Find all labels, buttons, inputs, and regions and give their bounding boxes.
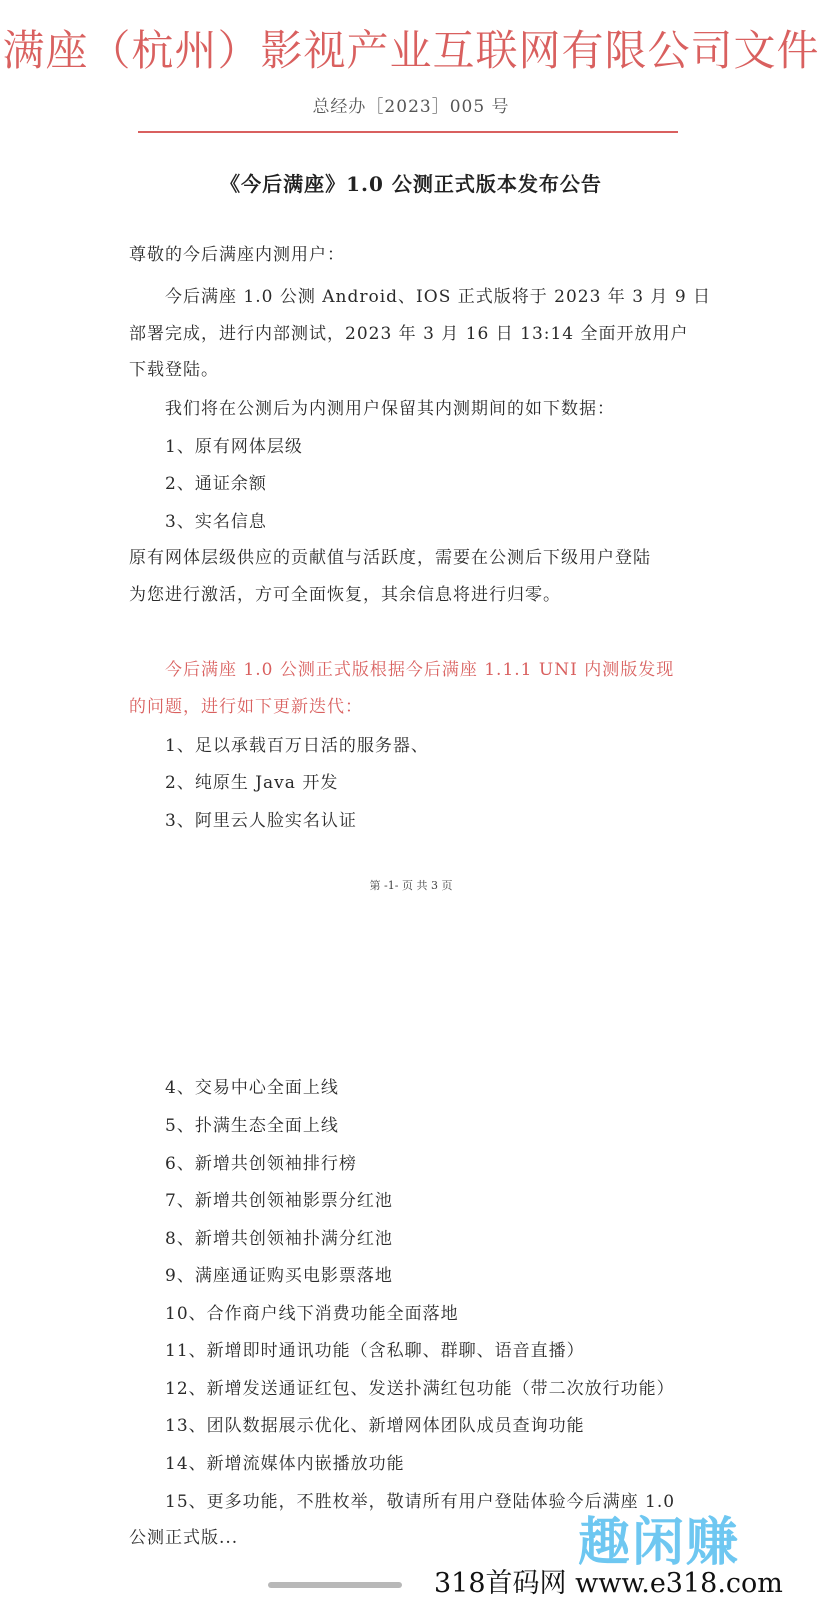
list-item-continuation: 公测正式版... bbox=[129, 1528, 239, 1548]
list-item: 7、新增共创领袖影票分红池 bbox=[165, 1191, 393, 1211]
list-item: 5、扑满生态全面上线 bbox=[165, 1116, 339, 1136]
announcement-title: 《今后满座》1.0 公测正式版本发布公告 bbox=[220, 172, 602, 196]
header-divider bbox=[138, 131, 678, 133]
list-item: 10、合作商户线下消费功能全面落地 bbox=[165, 1304, 459, 1324]
paragraph-line: 下载登陆。 bbox=[129, 360, 219, 380]
list-item: 3、阿里云人脸实名认证 bbox=[165, 811, 357, 831]
list-item: 12、新增发送通证红包、发送扑满红包功能（带二次放行功能） bbox=[165, 1379, 675, 1399]
list-item: 1、足以承载百万日活的服务器、 bbox=[165, 736, 429, 756]
list-item: 8、新增共创领袖扑满分红池 bbox=[165, 1229, 393, 1249]
paragraph-line: 为您进行激活，方可全面恢复，其余信息将进行归零。 bbox=[129, 585, 561, 605]
highlighted-paragraph-line: 今后满座 1.0 公测正式版根据今后满座 1.1.1 UNI 内测版发现 bbox=[165, 660, 675, 680]
greeting: 尊敬的今后满座内测用户： bbox=[129, 245, 345, 265]
list-item: 4、交易中心全面上线 bbox=[165, 1078, 339, 1098]
paragraph-line: 今后满座 1.0 公测 Android、IOS 正式版将于 2023 年 3 月 9 日 bbox=[165, 287, 712, 307]
list-item: 3、实名信息 bbox=[165, 512, 267, 532]
list-item: 13、团队数据展示优化、新增网体团队成员查询功能 bbox=[165, 1416, 585, 1436]
list-item: 2、通证余额 bbox=[165, 474, 267, 494]
list-item: 9、满座通证购买电影票落地 bbox=[165, 1266, 393, 1286]
list-item: 2、纯原生 Java 开发 bbox=[165, 773, 339, 793]
list-item: 6、新增共创领袖排行榜 bbox=[165, 1154, 357, 1174]
list-item: 1、原有网体层级 bbox=[165, 437, 303, 457]
list-item: 11、新增即时通讯功能（含私聊、群聊、语音直播） bbox=[165, 1341, 585, 1361]
paragraph-line: 我们将在公测后为内测用户保留其内测期间的如下数据： bbox=[165, 399, 615, 419]
list-item: 14、新增流媒体内嵌播放功能 bbox=[165, 1454, 405, 1474]
paragraph-line: 原有网体层级供应的贡献值与活跃度，需要在公测后下级用户登陆 bbox=[129, 548, 651, 568]
document-number: 总经办［2023］005 号 bbox=[312, 97, 510, 117]
paragraph-line: 部署完成，进行内部测试，2023 年 3 月 16 日 13:14 全面开放用户 bbox=[129, 324, 689, 344]
home-indicator-bar[interactable] bbox=[268, 1582, 402, 1588]
list-item: 15、更多功能，不胜枚举，敬请所有用户登陆体验今后满座 1.0 bbox=[165, 1492, 676, 1512]
highlighted-paragraph-line: 的问题，进行如下更新迭代： bbox=[129, 697, 363, 717]
page-number-footer: 第 -1- 页 共 3 页 bbox=[369, 879, 453, 892]
watermark-site-text: 318首码网 www.e318.com bbox=[434, 1568, 783, 1599]
company-header-title: 满座（杭州）影视产业互联网有限公司文件 bbox=[2, 26, 820, 75]
watermark-logo: 趣闲赚 bbox=[578, 1513, 741, 1573]
